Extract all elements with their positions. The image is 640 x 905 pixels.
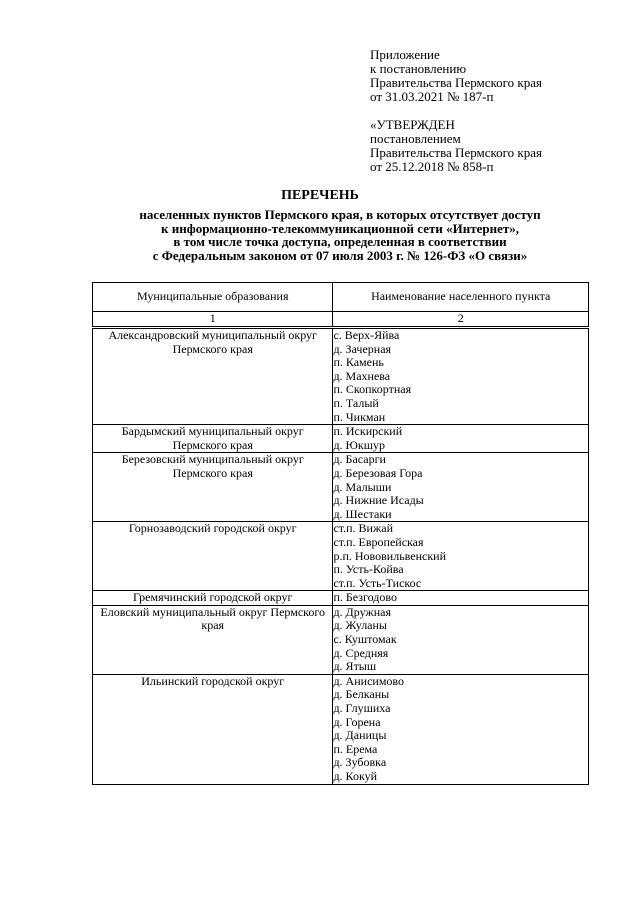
settlement-item: п. Усть-Койва bbox=[333, 562, 404, 577]
settlement-item: д. Нижние Исады bbox=[333, 493, 424, 508]
municipality-cell: Александровский муниципальный округ Пермского края bbox=[93, 328, 333, 425]
subtitle-line: населенных пунктов Пермского края, в которых отсутствует доступ bbox=[139, 207, 541, 222]
settlement-item: д. Шестаки bbox=[333, 506, 392, 521]
settlements-cell bbox=[333, 591, 589, 606]
settlement-item: д. Глушиха bbox=[333, 701, 391, 716]
header-municipalities: Муниципальные образования bbox=[93, 283, 333, 312]
settlement-item: п. Ерема bbox=[333, 741, 378, 756]
settlement-item: д. Белканы bbox=[333, 687, 390, 702]
table-row bbox=[93, 453, 589, 522]
appendix-line: от 31.03.2021 № 187-п bbox=[370, 89, 494, 104]
document-title: ПЕРЕЧЕНЬ bbox=[281, 188, 359, 203]
settlement-item: д. Даницы bbox=[333, 728, 387, 743]
settlement-item: д. Дружная bbox=[333, 604, 391, 619]
settlements-cell bbox=[333, 522, 589, 591]
settlement-item: д. Анисимово bbox=[333, 673, 404, 688]
settlement-item: п. Талый bbox=[333, 395, 379, 410]
subtitle-line: в том числе точка доступа, определенная в соответствии bbox=[173, 234, 507, 249]
settlement-item: п. Чикман bbox=[333, 409, 386, 424]
settlement-item: ст.п. Европейская bbox=[333, 534, 424, 549]
municipality-cell: Горнозаводский городской округ bbox=[93, 522, 333, 591]
table-header-row bbox=[93, 283, 589, 312]
settlement-item: д. Юкшур bbox=[333, 437, 385, 452]
column-number: 1 bbox=[93, 312, 333, 328]
settlement-item: д. Зубовка bbox=[333, 755, 387, 770]
settlements-cell bbox=[333, 605, 589, 674]
approval-line: от 25.12.2018 № 858-п bbox=[370, 159, 494, 174]
settlement-item: д. Жуланы bbox=[333, 618, 387, 633]
municipality-cell: Березовский муниципальный округ Пермского края bbox=[93, 453, 333, 522]
appendix-line: Правительства Пермского края bbox=[370, 75, 542, 90]
settlement-item: д. Басарги bbox=[333, 452, 386, 467]
settlement-item: д. Горена bbox=[333, 714, 381, 729]
column-number: 2 bbox=[333, 312, 589, 328]
column-number-row bbox=[93, 312, 589, 328]
settlement-item: п. Безгодово bbox=[333, 590, 397, 605]
settlement-item: п. Камень bbox=[333, 355, 384, 370]
settlements-cell bbox=[333, 328, 589, 425]
settlement-item: д. Березовая Гора bbox=[333, 465, 423, 480]
settlement-item: п. Скопкортная bbox=[333, 382, 412, 397]
appendix-line: Приложение bbox=[370, 47, 440, 62]
approval-stamp bbox=[370, 118, 625, 174]
approval-line: «УТВЕРЖДЕН bbox=[370, 117, 455, 132]
settlement-item: ст.п. Усть-Тискос bbox=[333, 575, 422, 590]
table-row bbox=[93, 522, 589, 591]
settlement-item: с. Куштомак bbox=[333, 632, 397, 647]
approval-line: Правительства Пермского края bbox=[370, 145, 542, 160]
municipality-cell: Еловский муниципальный округ Пермского края bbox=[93, 605, 333, 674]
appendix-line: к постановлению bbox=[370, 61, 467, 76]
settlement-item: д. Махнева bbox=[333, 368, 391, 383]
table-row bbox=[93, 425, 589, 453]
municipality-cell: Бардымский муниципальный округ Пермского края bbox=[93, 425, 333, 453]
table-body bbox=[93, 328, 589, 785]
settlements-cell bbox=[333, 674, 589, 784]
settlements-cell bbox=[333, 453, 589, 522]
municipality-cell: Ильинский городской округ bbox=[93, 674, 333, 784]
settlement-item: д. Кокуй bbox=[333, 769, 378, 783]
table-row bbox=[93, 328, 589, 425]
header-settlement-name: Наименование населенного пункта bbox=[333, 283, 589, 312]
settlements-cell bbox=[333, 425, 589, 453]
table-row bbox=[93, 674, 589, 784]
document-subtitle bbox=[60, 208, 620, 262]
settlement-item: р.п. Нововильвенский bbox=[333, 548, 447, 563]
settlement-item: д. Зачерная bbox=[333, 341, 392, 356]
settlement-item: д. Ятыш bbox=[333, 659, 377, 674]
subtitle-line: с Федеральным законом от 07 июля 2003 г. № 126-ФЗ «О связи» bbox=[152, 247, 528, 263]
table-row bbox=[93, 605, 589, 674]
subtitle-line: к информационно-телекоммуникационной сети «Интернет», bbox=[161, 220, 519, 236]
appendix-stamp bbox=[370, 48, 625, 104]
settlement-item: с. Верх-Яйва bbox=[333, 328, 400, 342]
settlements-table bbox=[92, 282, 589, 785]
settlement-item: д. Малыши bbox=[333, 479, 392, 494]
table-row bbox=[93, 591, 589, 606]
settlement-item: д. Средняя bbox=[333, 645, 389, 660]
municipality-cell: Гремячинский городской округ bbox=[93, 591, 333, 606]
approval-line: постановлением bbox=[370, 131, 461, 146]
settlement-item: п. Искирский bbox=[333, 424, 403, 439]
settlement-item: ст.п. Вижай bbox=[333, 521, 394, 536]
